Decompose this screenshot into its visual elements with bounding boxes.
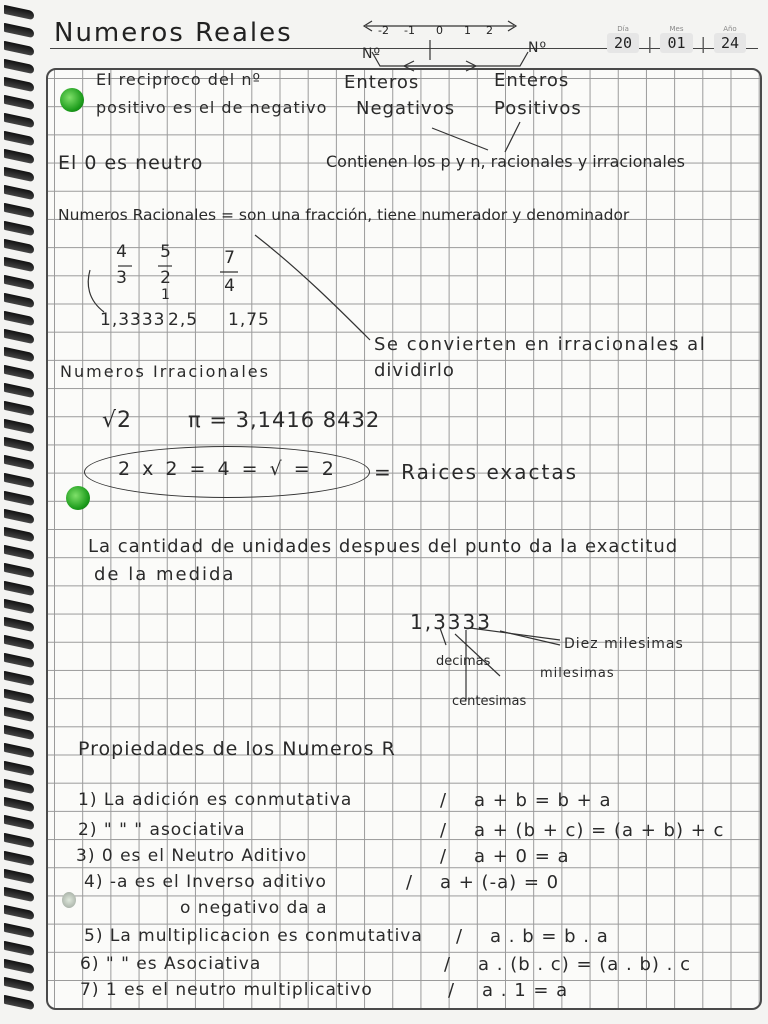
- property-statement: 1) La adición es conmutativa: [78, 790, 353, 810]
- property-formula: a . (b . c) = (a . b) . c: [478, 954, 691, 975]
- property-statement: 5) La multiplicacion es conmutativa: [84, 926, 423, 946]
- slash-divider: /: [406, 872, 414, 893]
- day-value: 20: [607, 33, 639, 53]
- fraction-numerator: 5: [160, 242, 172, 262]
- label-n-right: Nº: [528, 40, 548, 56]
- note-reciproco: El reciproco del nº: [96, 70, 262, 89]
- note-convierten: Se convierten en irracionales al: [374, 334, 707, 355]
- label-enteros-positivos-2: Positivos: [494, 98, 582, 119]
- note-racionales: Numeros Racionales = son una fracción, tiene numerador y denominador: [58, 206, 630, 224]
- slash-divider: /: [448, 980, 456, 1001]
- label-diez-milesimas: Diez milesimas: [564, 636, 684, 652]
- label-enteros-positivos: Enteros: [494, 70, 570, 91]
- note-contienen: Contienen los p y n, racionales y irracionales: [326, 152, 685, 171]
- slash-divider: /: [444, 954, 452, 975]
- faded-marker-dot: [62, 892, 76, 908]
- fraction-decimal: 1,75: [228, 310, 270, 330]
- tick-label: 0: [436, 24, 443, 37]
- day-label: Día: [617, 25, 629, 33]
- property-formula: a . 1 = a: [482, 980, 569, 1001]
- fraction-numerator: 7: [224, 248, 236, 268]
- label-enteros-negativos: Enteros: [344, 72, 420, 93]
- fraction-extra: 1: [161, 287, 171, 303]
- note-reciproco-cont: positivo es el de negativo: [96, 98, 328, 117]
- green-marker-dot: [66, 486, 90, 510]
- note-cantidad-cont: de la medida: [94, 564, 236, 585]
- fraction-denominator: 2: [160, 268, 172, 288]
- sqrt-two: √2: [102, 408, 133, 433]
- label-milesimas: milesimas: [540, 666, 615, 681]
- tick-label: -1: [404, 24, 415, 37]
- property-statement: o negativo da a: [180, 898, 328, 918]
- label-centesimas: centesimas: [452, 694, 527, 709]
- property-formula: a + (-a) = 0: [440, 872, 560, 893]
- slash-divider: /: [456, 926, 464, 947]
- oval-equation: 2 x 2 = 4 = √ = 2: [118, 458, 337, 480]
- decimal-example: 1,3333: [410, 610, 492, 634]
- year-value: 24: [714, 33, 746, 53]
- note-convierten-cont: dividirlo: [374, 360, 455, 381]
- page-title: Numeros Reales: [54, 18, 293, 48]
- label-n-left: Nº: [362, 46, 382, 62]
- month-value: 01: [660, 33, 692, 53]
- property-formula: a + 0 = a: [474, 846, 570, 867]
- property-statement: 2) " " " asociativa: [78, 820, 246, 840]
- fraction-denominator: 4: [224, 276, 236, 296]
- slash-divider: /: [440, 820, 448, 841]
- property-formula: a + (b + c) = (a + b) + c: [474, 820, 725, 841]
- label-enteros-negativos-2: Negativos: [356, 98, 456, 119]
- tick-label: 1: [464, 24, 471, 37]
- fraction-decimal: 1,3333: [100, 310, 166, 330]
- property-statement: 4) -a es el Inverso aditivo: [84, 872, 327, 892]
- property-formula: a . b = b . a: [490, 926, 609, 947]
- property-formula: a + b = b + a: [474, 790, 612, 811]
- property-statement: 6) " " es Asociativa: [80, 954, 262, 974]
- fraction-numerator: 4: [116, 242, 128, 262]
- note-cero-neutro: El 0 es neutro: [58, 152, 204, 174]
- slash-divider: /: [440, 790, 448, 811]
- label-decimas: decimas: [436, 654, 491, 669]
- heading-irracionales: Numeros Irracionales: [60, 362, 270, 381]
- tick-label: -2: [378, 24, 389, 37]
- green-marker-dot: [60, 88, 84, 112]
- property-statement: 3) 0 es el Neutro Aditivo: [76, 846, 308, 866]
- pi-value: π = 3,1416 8432: [188, 408, 381, 432]
- tick-label: 2: [486, 24, 493, 37]
- date-separator: |: [700, 34, 706, 53]
- slash-divider: /: [440, 846, 448, 867]
- fraction-decimal: 2,5: [168, 310, 199, 330]
- fraction-denominator: 3: [116, 268, 128, 288]
- date-separator: |: [647, 34, 653, 53]
- note-raices-exactas: = Raices exactas: [374, 460, 579, 484]
- property-statement: 7) 1 es el neutro multiplicativo: [80, 980, 373, 1000]
- heading-propiedades: Propiedades de los Numeros R: [78, 738, 396, 760]
- note-cantidad: La cantidad de unidades despues del punto da la exactitud: [88, 536, 679, 557]
- year-label: Año: [723, 25, 737, 33]
- month-label: Mes: [669, 25, 684, 33]
